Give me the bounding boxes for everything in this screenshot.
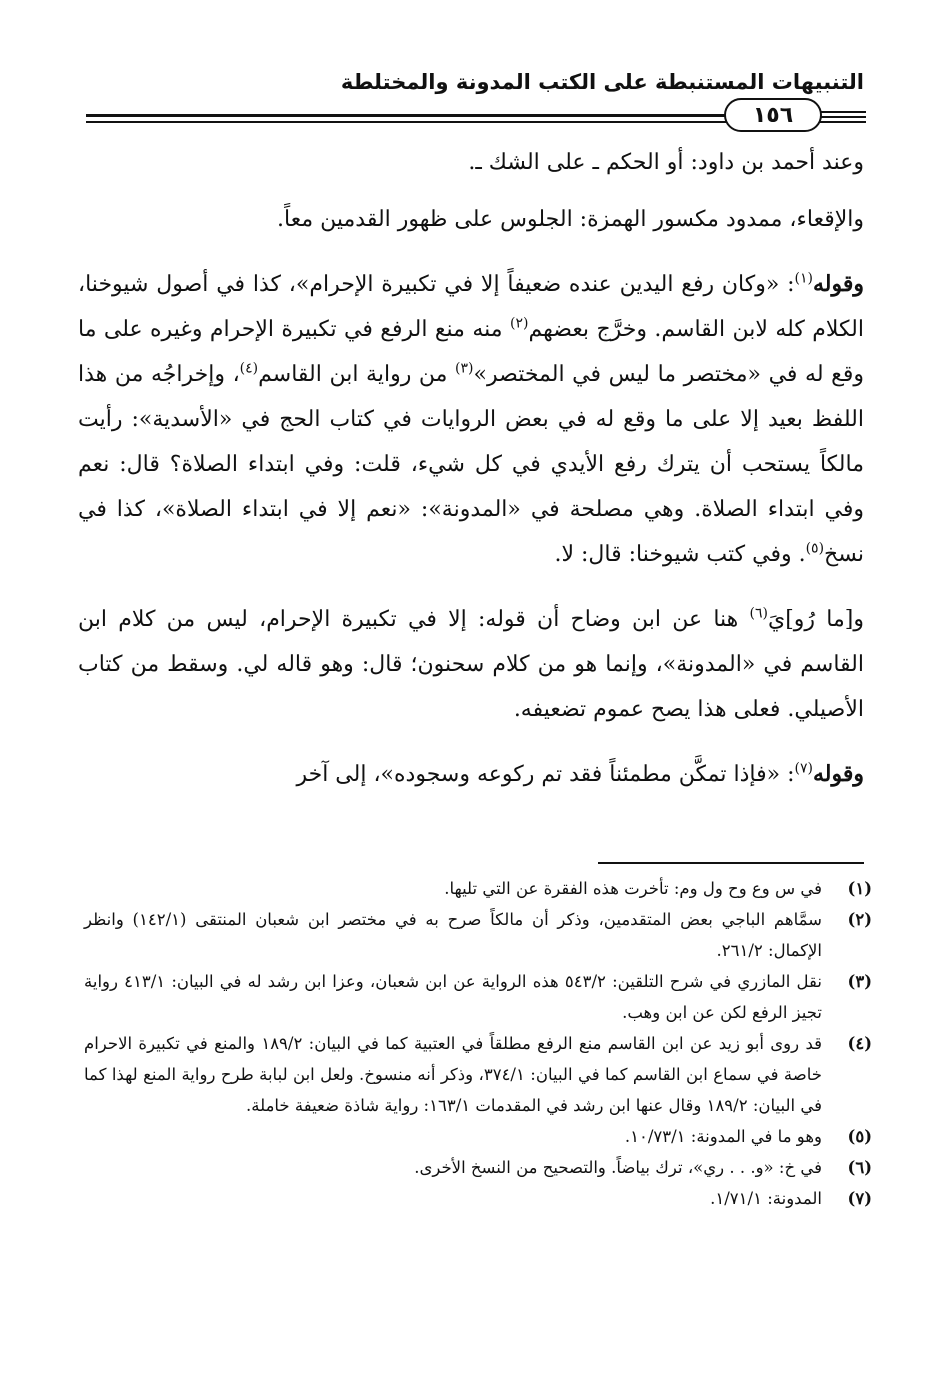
footnote-text: نقل المازري في شرح التلقين: ٥٤٣/٢ هذه الرواية عن ابن شعبان، وعزا ابن رشد له في البيان: ٤١٣/١ رواية تجيز الرفع لكن عن ابن وهب. bbox=[84, 972, 822, 1022]
paragraph bbox=[78, 262, 864, 577]
paragraph bbox=[78, 197, 864, 242]
footnote-ref: (٧) bbox=[794, 760, 813, 777]
footnote-ref: (١) bbox=[794, 270, 813, 287]
paragraph-text: : «فإذا تمكَّن مطمئناً فقد تم ركوعه وسجوده»، إلى آخر bbox=[296, 762, 795, 787]
footnote-text: المدونة: ١/٧١/١. bbox=[710, 1189, 822, 1208]
paragraph bbox=[78, 140, 864, 185]
paragraph-text: هنا عن ابن وضاح أن قوله: إلا في تكبيرة الإحرام، ليس من كلام ابن القاسم في «المدونة»، وإنما هو من كلام سحنون؛ قال: وهو قاله لي. وسقط من كتاب الأصيلي. فعلى هذا يصح عموم تضعيفه. bbox=[78, 607, 864, 722]
footnote bbox=[84, 1152, 872, 1183]
paragraph-text: . وفي كتب شيوخنا: قال: لا. bbox=[554, 542, 806, 567]
paragraph-text: : «وكان رفع اليدين عنده ضعيفاً إلا في تكبيرة الإحرام»، كذا في أصول شيوخنا، الكلام كله لابن القاسم. وخرَّج بعضهم bbox=[78, 272, 864, 342]
footnote bbox=[84, 966, 872, 1028]
footnote bbox=[84, 904, 872, 966]
footnote-number: (١) bbox=[847, 879, 872, 898]
footnote bbox=[84, 873, 872, 904]
footnotes bbox=[84, 873, 872, 1214]
paragraph bbox=[78, 752, 864, 797]
header-rule bbox=[86, 114, 726, 117]
footnote-ref: (٤) bbox=[239, 360, 259, 377]
footnote-ref: (٦) bbox=[749, 605, 768, 622]
paragraph-lead: وقوله bbox=[812, 271, 864, 297]
footnote-ref: (٥) bbox=[805, 540, 825, 557]
footnote-number: (٥) bbox=[847, 1127, 872, 1146]
paragraph-lead: وقوله bbox=[812, 761, 864, 787]
footnote-number: (٦) bbox=[847, 1158, 872, 1177]
footnote-text: سمَّاهم الباجي بعض المتقدمين، وذكر أن مالكاً صرح به في مختصر ابن شعبان المنتقى (١٤٢/١) وانظر الإكمال: ٢٦١/٢. bbox=[84, 910, 823, 960]
header-rule bbox=[818, 111, 866, 113]
footnote-ref: (٢) bbox=[509, 315, 529, 332]
footnote-text: وهو ما في المدونة: ١٠/٧٣/١. bbox=[624, 1127, 822, 1146]
footnote-ref: (٣) bbox=[455, 360, 474, 377]
page-number bbox=[724, 98, 822, 132]
footnote-number: (٣) bbox=[847, 972, 872, 991]
paragraph-text: من رواية ابن القاسم bbox=[258, 362, 456, 387]
footnote-number: (٤) bbox=[847, 1034, 872, 1053]
paragraph-text: والإقعاء، ممدود مكسور الهمزة: الجلوس على ظهور القدمين معاً. bbox=[277, 207, 864, 232]
footnote bbox=[84, 1121, 872, 1152]
header-rule bbox=[818, 121, 866, 123]
paragraph-text: و[ما رُو]يَ bbox=[768, 607, 864, 632]
main-text bbox=[78, 140, 864, 817]
footnote-number: (٧) bbox=[847, 1189, 872, 1208]
paragraph-text: وعند أحمد بن داود: أو الحكم ـ على الشك ـ. bbox=[468, 150, 864, 175]
footnote-number: (٢) bbox=[847, 910, 872, 929]
footnote bbox=[84, 1183, 872, 1214]
paragraph-text: ، وإخراجُه من هذا اللفظ بعيد إلا على ما وقع له في بعض الروايات في كتاب الحج في «الأسدية»: رأيت مالكاً يستحب أن يترك رفع الأيدي في كل شيء، قلت: وفي ابتداء الصلاة؟ قال: نعم وفي ابتداء الصلاة. وهي مصلحة في «المدونة»: «نعم إلا في ابتداء الصلاة»، كذا في نسخ bbox=[78, 362, 864, 567]
paragraph bbox=[78, 597, 864, 732]
footnote-text: في س وع وح ول وم: تأخرت هذه الفقرة عن التي تليها. bbox=[444, 879, 822, 898]
header-rule bbox=[86, 121, 726, 123]
page-number-text: ١٥٦ bbox=[752, 102, 794, 128]
footnote bbox=[84, 1028, 872, 1121]
footnote-text: قد روى أبو زيد عن ابن القاسم منع الرفع مطلقاً في العتبية كما في البيان: ١٨٩/٢ والمنع في تكبيرة الاحرام خاصة في سماع ابن القاسم كما في البيان: ٣٧٤/١، وذكر أنه منسوخ. ولعل ابن لبابة طرح رواية المنع لهذا كما في البيان: ١٨٩/٢ وقال عنها ابن رشد في المقدمات ١٦٣/١: رواية شاذة ضعيفة خاملة. bbox=[84, 1034, 822, 1115]
footnote-separator bbox=[598, 862, 864, 864]
running-header-title: التنبيهات المستنبطة على الكتب المدونة والمختلطة bbox=[340, 70, 864, 94]
footnote-text: في خ: «و. . . ري»، ترك بياضاً. والتصحيح من النسخ الأخرى. bbox=[414, 1158, 822, 1177]
header-rule bbox=[818, 116, 866, 118]
paragraph-text: منه منع الرفع في تكبيرة الإحرام وغيره على ما وقع له في «مختصر ما ليس في المختصر» bbox=[78, 317, 864, 387]
